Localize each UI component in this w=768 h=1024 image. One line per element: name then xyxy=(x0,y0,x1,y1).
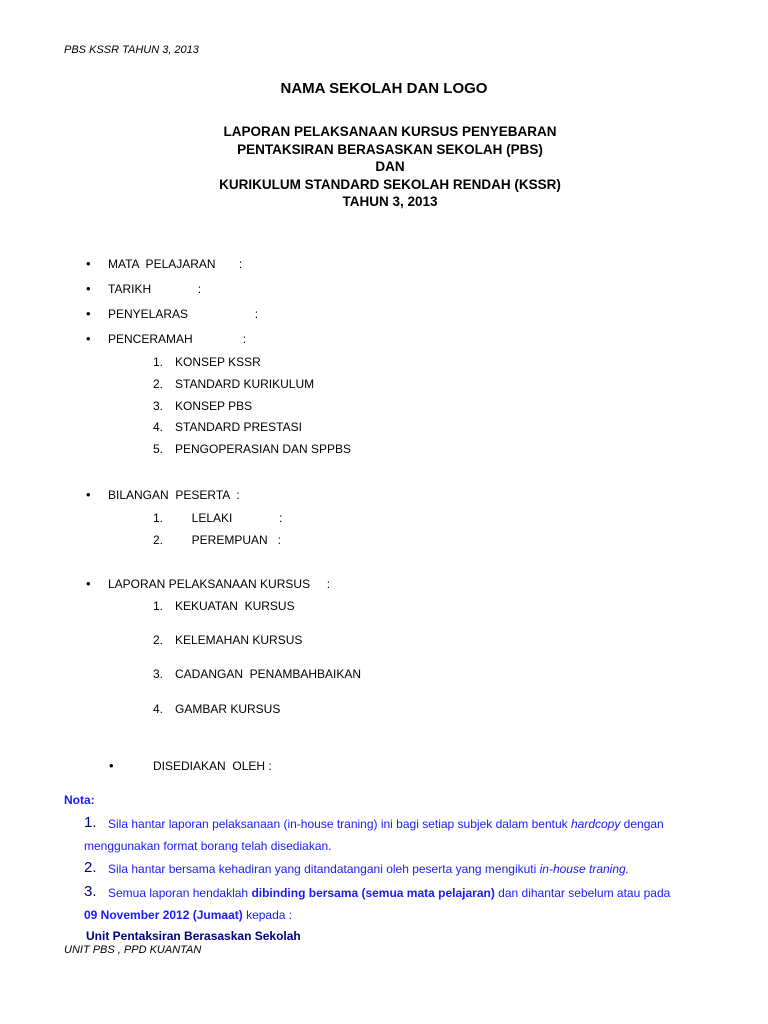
list-label: KEKUATAN KURSUS xyxy=(175,599,295,613)
list-number: 2. xyxy=(153,377,164,391)
list-number: 4. xyxy=(153,702,164,716)
note-text-bold: dibinding bersama (semua mata pelajaran) xyxy=(251,886,495,900)
note-text-emphasis: in-house traning. xyxy=(539,862,630,876)
note-number: 1. xyxy=(84,814,97,831)
note-text-part: dengan xyxy=(620,817,664,831)
page-footer: UNIT PBS , PPD KUANTAN xyxy=(64,944,202,956)
note-text xyxy=(108,886,670,900)
nota-label: Nota: xyxy=(64,793,95,807)
note-text-emphasis: hardcopy xyxy=(570,817,621,831)
list-label: LELAKI : xyxy=(175,511,283,525)
note-text-part: kepada : xyxy=(242,908,293,922)
unit-name: Unit Pentaksiran Berasaskan Sekolah xyxy=(86,929,301,943)
field-disediakan-oleh xyxy=(109,758,272,815)
list-label: KONSEP KSSR xyxy=(175,355,261,369)
title-line-3: DAN xyxy=(375,159,405,174)
list-number: 2. xyxy=(153,533,164,547)
bullet-icon: • xyxy=(109,758,114,773)
bullet-icon: • xyxy=(86,487,91,502)
note-item-3-continuation xyxy=(84,908,292,922)
field-label: MATA PELAJARAN : xyxy=(108,257,243,271)
list-label: PENGOPERASIAN DAN SPPBS xyxy=(175,442,352,456)
list-label: STANDARD PRESTASI xyxy=(175,420,302,434)
list-label: GAMBAR KURSUS xyxy=(175,702,281,716)
note-text-part: dan dihantar sebelum atau pada xyxy=(494,886,671,900)
title-line-2: PENTAKSIRAN BERASASKAN SEKOLAH (PBS) xyxy=(237,141,543,157)
note-text-part: Semua laporan hendaklah xyxy=(108,886,252,900)
list-item xyxy=(153,702,281,758)
list-number: 3. xyxy=(153,667,164,681)
list-label: KELEMAHAN KURSUS xyxy=(175,633,303,647)
note-text xyxy=(108,817,664,831)
title-line-5: TAHUN 3, 2013 xyxy=(342,194,438,209)
list-number: 5. xyxy=(153,442,164,456)
bullet-icon: • xyxy=(86,306,91,321)
title-line-1: LAPORAN PELAKSANAAN KURSUS PENYEBARAN xyxy=(223,124,557,139)
page-header: PBS KSSR TAHUN 3, 2013 xyxy=(64,44,199,56)
report-title-block xyxy=(150,123,630,211)
school-name-heading: NAMA SEKOLAH DAN LOGO xyxy=(280,80,488,97)
list-label: PEREMPUAN : xyxy=(175,533,282,547)
note-number: 2. xyxy=(84,859,97,876)
bullet-icon: • xyxy=(86,576,91,591)
list-number: 1. xyxy=(153,599,164,613)
list-label: CADANGAN PENAMBAHBAIKAN xyxy=(175,667,362,681)
list-number: 2. xyxy=(153,633,164,647)
deadline-date: 09 November 2012 (Jumaat) xyxy=(84,908,243,922)
field-label: TARIKH : xyxy=(108,282,202,296)
note-item-1-continuation: menggunakan format borang telah disediakan. xyxy=(84,839,332,853)
list-number: 1. xyxy=(153,355,164,369)
note-text-part: Sila hantar bersama kehadiran yang ditandatangani oleh peserta yang mengikuti xyxy=(108,862,540,876)
list-number: 3. xyxy=(153,399,164,413)
list-number: 4. xyxy=(153,420,164,434)
list-label: KONSEP PBS xyxy=(175,399,253,413)
bullet-icon: • xyxy=(86,281,91,296)
field-label: BILANGAN PESERTA : xyxy=(108,488,240,502)
note-text-part: Sila hantar laporan pelaksanaan (in-house traning) ini bagi setiap subjek dalam bentuk xyxy=(108,817,571,831)
list-number: 1. xyxy=(153,511,164,525)
field-label: PENYELARAS : xyxy=(108,307,259,321)
note-number: 3. xyxy=(84,883,97,900)
bullet-icon: • xyxy=(86,331,91,346)
field-label: PENCERAMAH : xyxy=(108,332,247,346)
bullet-icon: • xyxy=(86,256,91,271)
field-label: LAPORAN PELAKSANAAN KURSUS : xyxy=(108,577,331,591)
title-line-4: KURIKULUM STANDARD SEKOLAH RENDAH (KSSR) xyxy=(219,176,561,192)
list-label: STANDARD KURIKULUM xyxy=(175,377,315,391)
note-text xyxy=(108,862,629,876)
field-label: DISEDIAKAN OLEH : xyxy=(153,759,272,773)
